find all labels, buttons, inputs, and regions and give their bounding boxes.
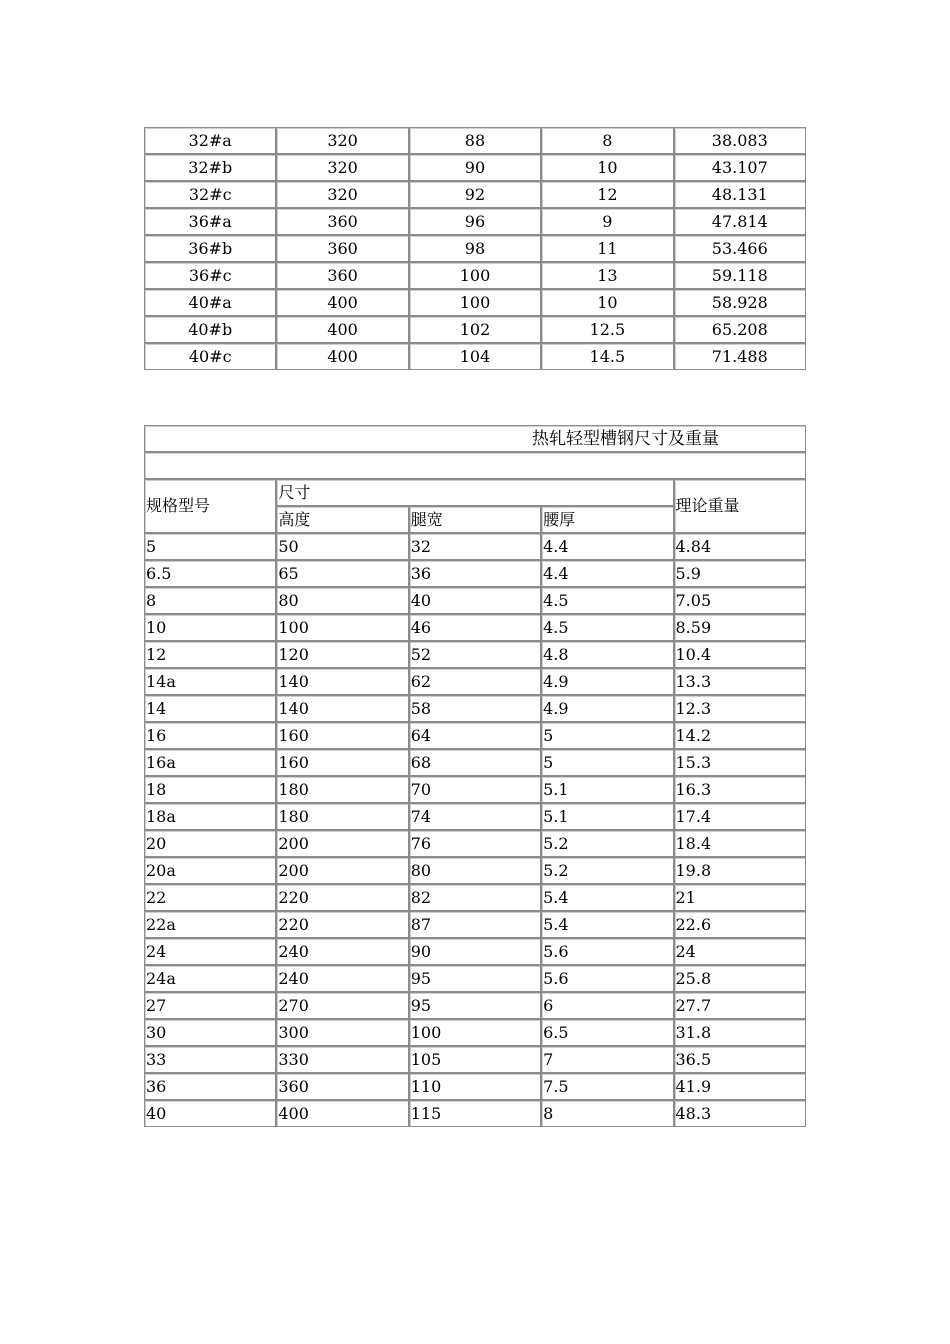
table-cell: 14a xyxy=(144,668,276,695)
table-cell: 7 xyxy=(541,1046,673,1073)
table-cell: 36#b xyxy=(144,235,276,262)
table-cell: 100 xyxy=(409,262,541,289)
table-cell: 27 xyxy=(144,992,276,1019)
table-row xyxy=(144,127,806,154)
table-row xyxy=(144,911,806,938)
table-cell: 18.4 xyxy=(674,830,807,857)
table-cell: 400 xyxy=(276,289,408,316)
table-cell: 36 xyxy=(144,1073,276,1100)
table-cell: 5.1 xyxy=(541,803,673,830)
table-cell: 20 xyxy=(144,830,276,857)
table-row xyxy=(144,343,806,370)
table-cell: 96 xyxy=(409,208,541,235)
table-cell: 4.8 xyxy=(541,641,673,668)
table-row xyxy=(144,857,806,884)
table-cell: 32#c xyxy=(144,181,276,208)
table-cell: 36 xyxy=(409,560,541,587)
table-cell: 200 xyxy=(276,857,408,884)
table-cell: 76 xyxy=(409,830,541,857)
table-cell: 5.6 xyxy=(541,965,673,992)
table-cell: 8.59 xyxy=(674,614,807,641)
table-cell: 40#a xyxy=(144,289,276,316)
table-cell: 20a xyxy=(144,857,276,884)
empty-row xyxy=(144,452,806,479)
table-cell: 21 xyxy=(674,884,807,911)
table-cell: 8 xyxy=(144,587,276,614)
table-cell: 15.3 xyxy=(674,749,807,776)
table-cell: 41.9 xyxy=(674,1073,807,1100)
table-cell: 52 xyxy=(409,641,541,668)
table-cell: 360 xyxy=(276,262,408,289)
table-cell: 4.84 xyxy=(674,533,807,560)
table-cell: 32 xyxy=(409,533,541,560)
table-cell: 80 xyxy=(409,857,541,884)
table-cell: 36.5 xyxy=(674,1046,807,1073)
table-row xyxy=(144,722,806,749)
table-cell: 100 xyxy=(409,1019,541,1046)
table-cell: 102 xyxy=(409,316,541,343)
table-cell: 14.2 xyxy=(674,722,807,749)
table-cell: 110 xyxy=(409,1073,541,1100)
table-cell: 46 xyxy=(409,614,541,641)
table-cell: 4.9 xyxy=(541,668,673,695)
header-size: 尺寸 xyxy=(276,479,673,506)
table-cell: 6 xyxy=(541,992,673,1019)
table-cell: 90 xyxy=(409,938,541,965)
table-cell: 140 xyxy=(276,695,408,722)
table-row xyxy=(144,614,806,641)
table-row xyxy=(144,830,806,857)
table-cell: 88 xyxy=(409,127,541,154)
table-cell: 220 xyxy=(276,911,408,938)
table-row xyxy=(144,668,806,695)
table-row xyxy=(144,884,806,911)
table-cell: 13.3 xyxy=(674,668,807,695)
table-cell: 22.6 xyxy=(674,911,807,938)
table-row xyxy=(144,1073,806,1100)
table-cell: 5.2 xyxy=(541,830,673,857)
header-spec: 规格型号 xyxy=(144,479,276,533)
table-cell: 98 xyxy=(409,235,541,262)
table-cell: 330 xyxy=(276,1046,408,1073)
table-cell: 95 xyxy=(409,992,541,1019)
table-cell: 6.5 xyxy=(541,1019,673,1046)
table-cell: 12 xyxy=(144,641,276,668)
table-row xyxy=(144,262,806,289)
table-row xyxy=(144,1019,806,1046)
table-cell: 16a xyxy=(144,749,276,776)
table-cell: 36#a xyxy=(144,208,276,235)
table-cell: 18 xyxy=(144,776,276,803)
table-cell: 160 xyxy=(276,749,408,776)
table-cell: 59.118 xyxy=(674,262,806,289)
table-cell: 100 xyxy=(276,614,408,641)
table-cell: 10 xyxy=(144,614,276,641)
table-cell: 8 xyxy=(541,127,673,154)
table-cell: 31.8 xyxy=(674,1019,807,1046)
table-cell: 32#a xyxy=(144,127,276,154)
table-cell: 40#b xyxy=(144,316,276,343)
channel-steel-table xyxy=(144,425,806,1127)
table-cell: 5 xyxy=(541,749,673,776)
table-cell: 5.1 xyxy=(541,776,673,803)
table-row xyxy=(144,695,806,722)
table-cell: 200 xyxy=(276,830,408,857)
table-cell: 24 xyxy=(674,938,807,965)
table-cell: 87 xyxy=(409,911,541,938)
table-cell: 240 xyxy=(276,938,408,965)
header-row-1 xyxy=(144,479,806,506)
table-cell: 65 xyxy=(276,560,408,587)
table-row xyxy=(144,560,806,587)
table-cell: 82 xyxy=(409,884,541,911)
table-cell: 19.8 xyxy=(674,857,807,884)
table-cell: 62 xyxy=(409,668,541,695)
table-cell: 25.8 xyxy=(674,965,807,992)
table-cell: 180 xyxy=(276,803,408,830)
table-row xyxy=(144,1046,806,1073)
table-row xyxy=(144,533,806,560)
table-cell: 360 xyxy=(276,1073,408,1100)
table-cell: 27.7 xyxy=(674,992,807,1019)
table-cell: 5.6 xyxy=(541,938,673,965)
table-cell: 5.4 xyxy=(541,911,673,938)
table-cell: 58.928 xyxy=(674,289,806,316)
top-data-table xyxy=(144,127,806,370)
table-row xyxy=(144,587,806,614)
table-row xyxy=(144,181,806,208)
table-cell: 18a xyxy=(144,803,276,830)
table-cell: 74 xyxy=(409,803,541,830)
table-cell: 33 xyxy=(144,1046,276,1073)
table-cell: 240 xyxy=(276,965,408,992)
table-cell: 220 xyxy=(276,884,408,911)
table-cell: 53.466 xyxy=(674,235,806,262)
table-cell: 120 xyxy=(276,641,408,668)
table-cell: 14.5 xyxy=(541,343,673,370)
table-cell: 38.083 xyxy=(674,127,806,154)
table-cell: 48.131 xyxy=(674,181,806,208)
table-cell: 12.3 xyxy=(674,695,807,722)
table-cell: 105 xyxy=(409,1046,541,1073)
header-height: 高度 xyxy=(276,506,408,533)
top-table-body xyxy=(144,127,806,370)
table-row xyxy=(144,1100,806,1127)
table-cell: 400 xyxy=(276,316,408,343)
table-cell: 140 xyxy=(276,668,408,695)
table-cell: 160 xyxy=(276,722,408,749)
table-cell: 65.208 xyxy=(674,316,806,343)
table-cell: 4.5 xyxy=(541,587,673,614)
table-cell: 8 xyxy=(541,1100,673,1127)
table-cell: 7.05 xyxy=(674,587,807,614)
table-cell: 400 xyxy=(276,343,408,370)
table-cell: 48.3 xyxy=(674,1100,807,1127)
table-row xyxy=(144,316,806,343)
table-cell: 180 xyxy=(276,776,408,803)
table-cell: 40#c xyxy=(144,343,276,370)
table-cell: 5 xyxy=(144,533,276,560)
table-cell: 32#b xyxy=(144,154,276,181)
table-cell: 43.107 xyxy=(674,154,806,181)
table-cell: 30 xyxy=(144,1019,276,1046)
table-row xyxy=(144,803,806,830)
table-row xyxy=(144,154,806,181)
table-cell: 320 xyxy=(276,154,408,181)
empty-cell xyxy=(144,452,806,479)
table-cell: 70 xyxy=(409,776,541,803)
table-cell: 68 xyxy=(409,749,541,776)
table-row xyxy=(144,749,806,776)
table-cell: 64 xyxy=(409,722,541,749)
table-cell: 4.4 xyxy=(541,560,673,587)
table-cell: 7.5 xyxy=(541,1073,673,1100)
table-cell: 12.5 xyxy=(541,316,673,343)
table-cell: 58 xyxy=(409,695,541,722)
table-cell: 36#c xyxy=(144,262,276,289)
table-cell: 6.5 xyxy=(144,560,276,587)
table-cell: 22 xyxy=(144,884,276,911)
table-cell: 24 xyxy=(144,938,276,965)
table-row xyxy=(144,776,806,803)
table-cell: 10 xyxy=(541,154,673,181)
table-cell: 22a xyxy=(144,911,276,938)
table-cell: 13 xyxy=(541,262,673,289)
table-cell: 12 xyxy=(541,181,673,208)
table-cell: 90 xyxy=(409,154,541,181)
table-cell: 24a xyxy=(144,965,276,992)
table-row xyxy=(144,965,806,992)
table-cell: 320 xyxy=(276,181,408,208)
table-cell: 47.814 xyxy=(674,208,806,235)
table-cell: 11 xyxy=(541,235,673,262)
table-cell: 270 xyxy=(276,992,408,1019)
table-row xyxy=(144,208,806,235)
header-theoretical-weight: 理论重量 xyxy=(674,479,807,533)
table-cell: 40 xyxy=(144,1100,276,1127)
table-cell: 5.4 xyxy=(541,884,673,911)
table-cell: 50 xyxy=(276,533,408,560)
table-cell: 14 xyxy=(144,695,276,722)
table-cell: 300 xyxy=(276,1019,408,1046)
title-row xyxy=(144,425,806,452)
table-cell: 10.4 xyxy=(674,641,807,668)
table-cell: 92 xyxy=(409,181,541,208)
table-cell: 5.9 xyxy=(674,560,807,587)
table-cell: 320 xyxy=(276,127,408,154)
table-cell: 10 xyxy=(541,289,673,316)
main-table-body xyxy=(144,425,806,1127)
table-cell: 40 xyxy=(409,587,541,614)
table-cell: 400 xyxy=(276,1100,408,1127)
table-cell: 4.4 xyxy=(541,533,673,560)
table-cell: 5.2 xyxy=(541,857,673,884)
table-cell: 4.9 xyxy=(541,695,673,722)
table-cell: 17.4 xyxy=(674,803,807,830)
table-cell: 4.5 xyxy=(541,614,673,641)
table-cell: 95 xyxy=(409,965,541,992)
table-cell: 360 xyxy=(276,235,408,262)
table-title: 热轧轻型槽钢尺寸及重量 xyxy=(144,425,806,452)
table-cell: 80 xyxy=(276,587,408,614)
table-row xyxy=(144,938,806,965)
table-cell: 71.488 xyxy=(674,343,806,370)
table-row xyxy=(144,641,806,668)
header-leg-width: 腿宽 xyxy=(409,506,541,533)
table-row xyxy=(144,992,806,1019)
table-cell: 100 xyxy=(409,289,541,316)
table-cell: 115 xyxy=(409,1100,541,1127)
table-row xyxy=(144,289,806,316)
table-row xyxy=(144,235,806,262)
header-waist-thickness: 腰厚 xyxy=(541,506,673,533)
table-cell: 104 xyxy=(409,343,541,370)
table-cell: 16 xyxy=(144,722,276,749)
table-cell: 360 xyxy=(276,208,408,235)
table-cell: 16.3 xyxy=(674,776,807,803)
table-cell: 9 xyxy=(541,208,673,235)
table-cell: 5 xyxy=(541,722,673,749)
